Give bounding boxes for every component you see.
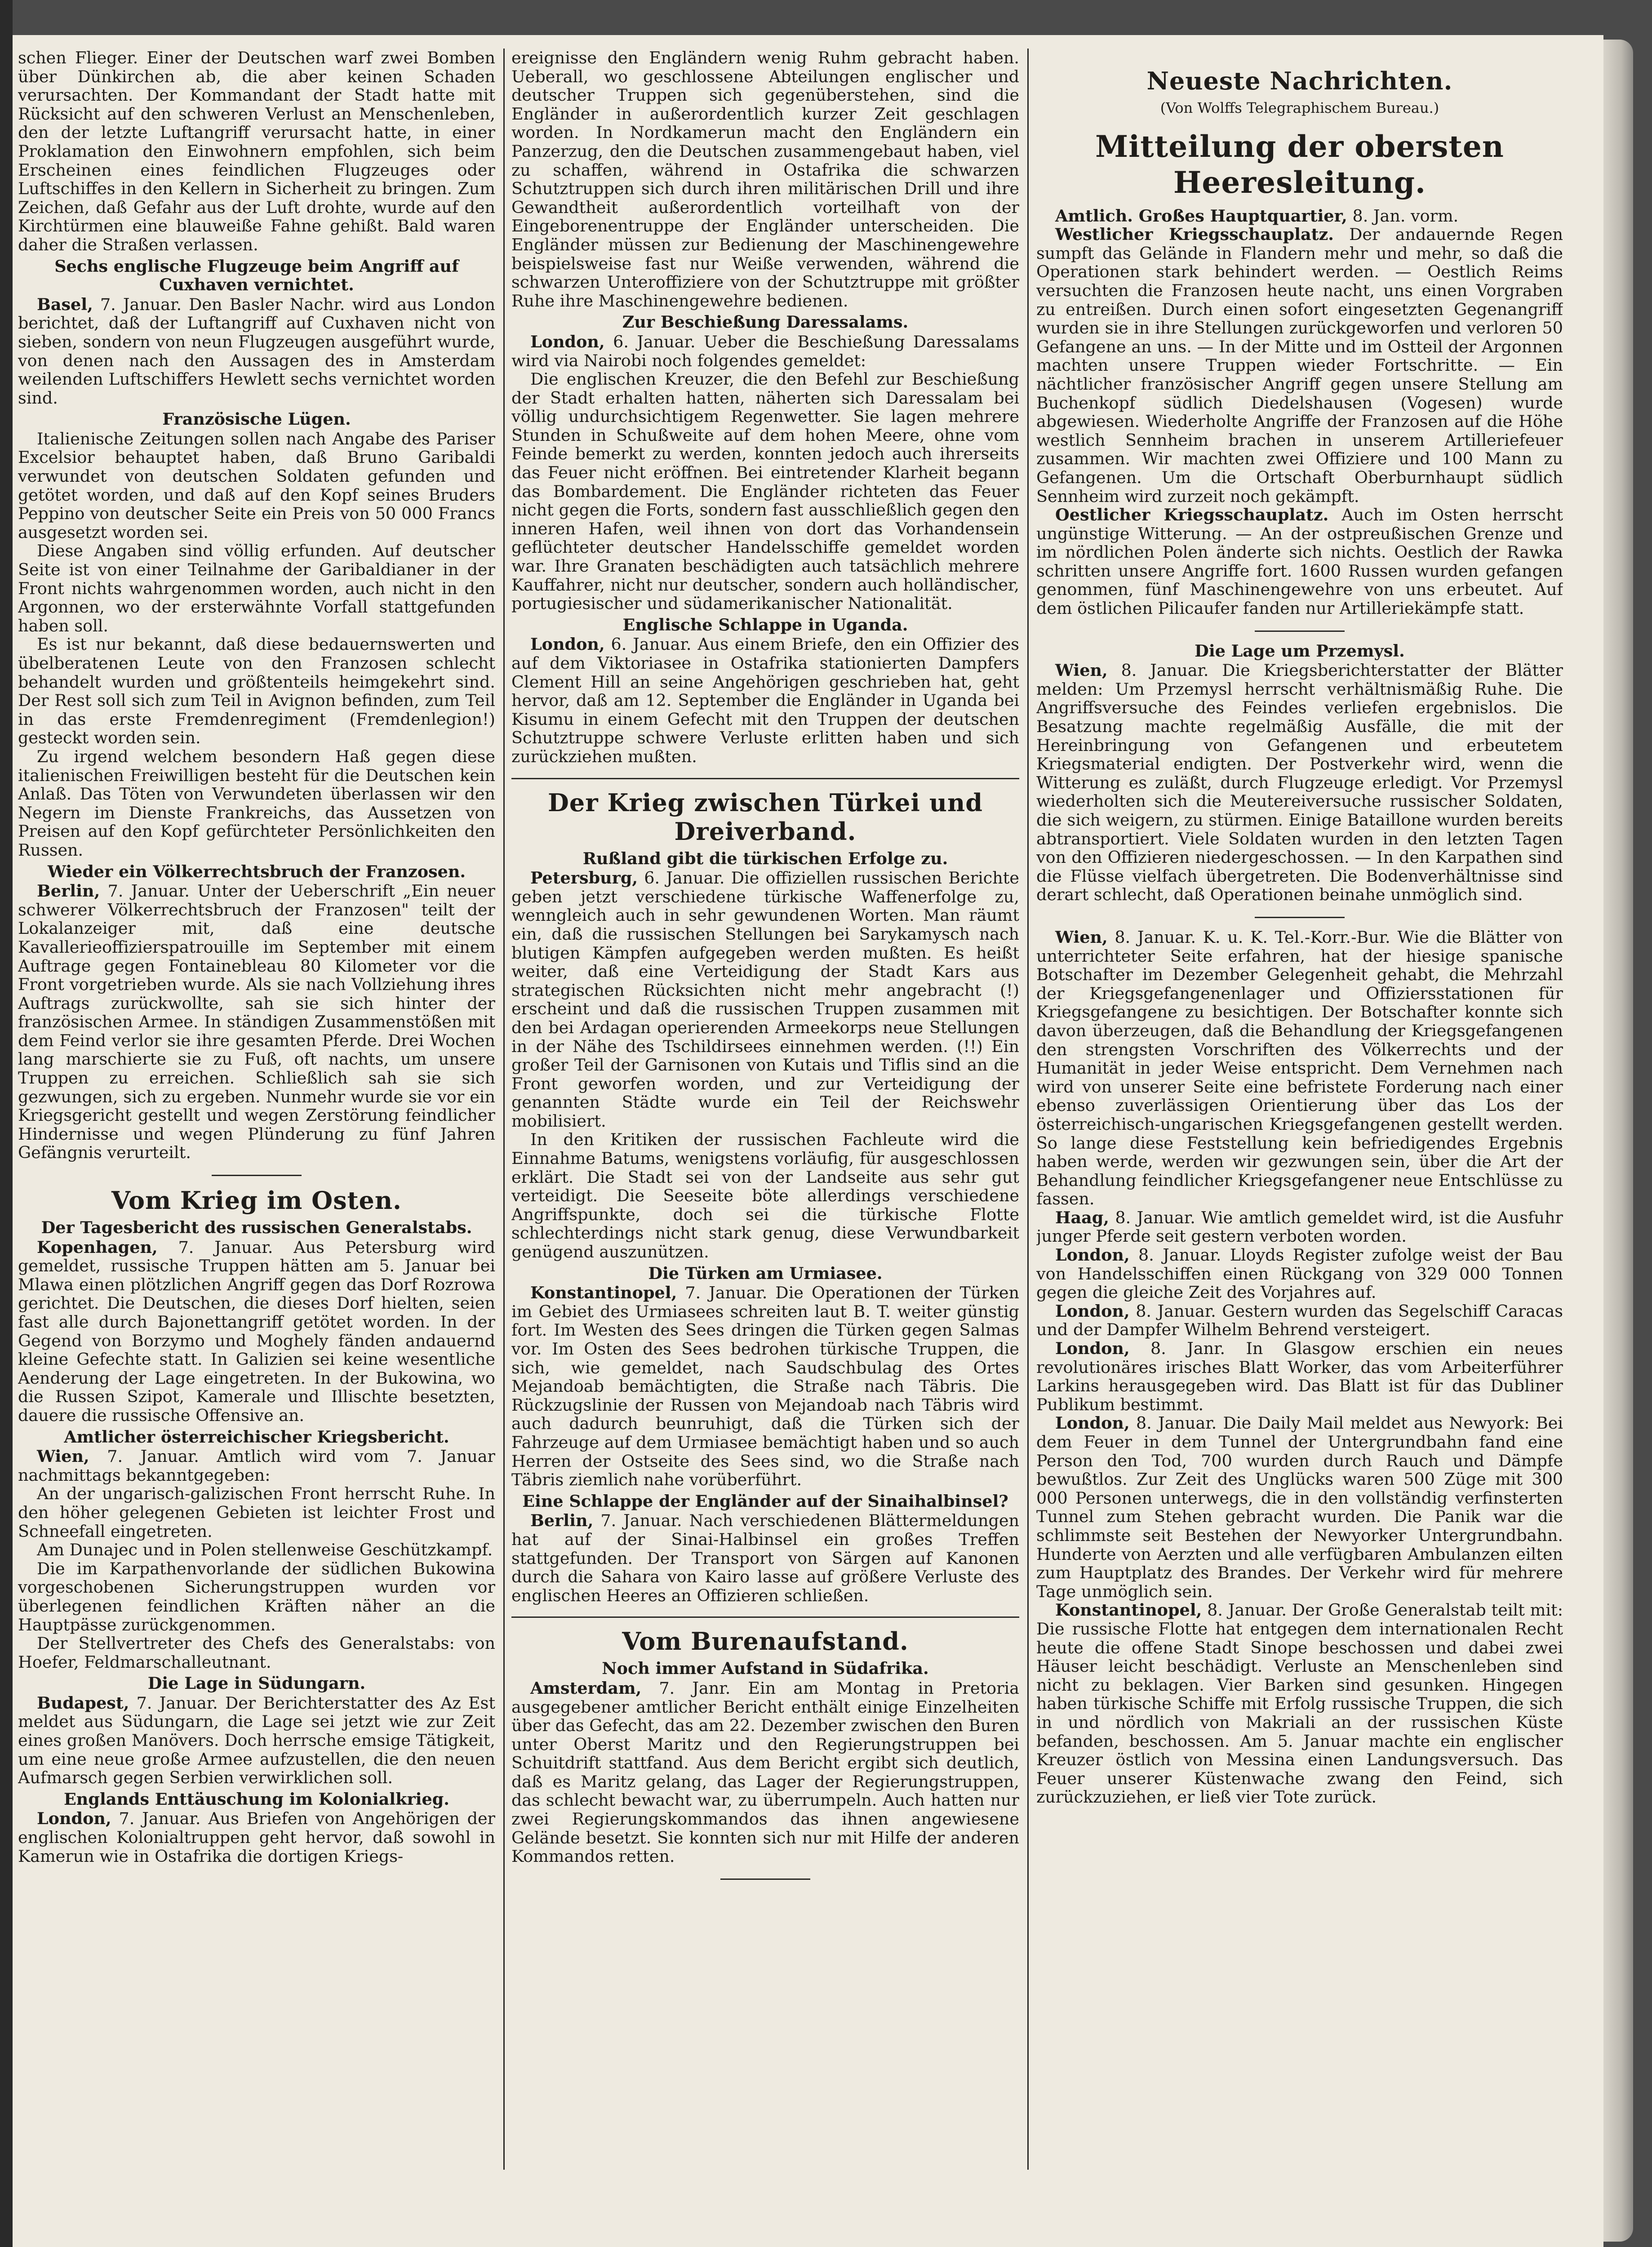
- article-heading: Rußland gibt die türkischen Erfolge zu.: [582, 848, 948, 868]
- article-heading: Die Türken am Urmiasee.: [648, 1263, 883, 1283]
- article-paragraph: Die im Karpathenvorlande der südlichen Bukowina vorgeschobenen Sicherungstruppen wurden vor überlegenen feindlichen Kräften näher an die Hauptpässe zurückgenommen.: [18, 1559, 495, 1634]
- dateline: London,: [1055, 1301, 1130, 1321]
- section-title: Mitteilung der obersten Heeresleitung.: [1095, 129, 1504, 200]
- article-paragraph: ereignisse den Engländern wenig Ruhm gebracht haben. Ueberall, wo geschlossene Abteilungen englischer und deutscher Truppen sich gegenüberstehen, sind die Engländer in außerordentlich kurzer Zeit geschlagen worden. In Nordkamerun macht den Engländern ein Panzerzug, den die Deutschen zusammengebaut haben, viel zu schaffen, während in Ostafrika die schwarzen Schutztruppen sich durch ihren militärischen Drill und ihre Gewandtheit außerordentlich vorteilhaft von der Eingeborenentruppe der Engländer unterscheiden. Die Engländer müssen zur Bedienung der Maschinengewehre beispielsweise fast nur Weiße verwenden, während die schwarzen Unteroffiziere von der Schutztruppe mit größter Ruhe ihre Maschinengewehre bedienen.: [511, 49, 1019, 311]
- article-text: 8. Januar. Die Daily Mail meldet aus Newyork: Bei dem Feuer in dem Tunnel der Untergrundbahn fand eine Person den Tod, 700 wurden durch Rauch und Dämpfe bewußtlos. Zur Zeit des Unglücks waren 500 Züge mit 300 000 Personen unterwegs, die in den vollständig verfinsterten Tunnel zum Stehen gebracht wurden. Die Panik war die schlimmste seit Bestehen der Newyorker Untergrundbahn. Hunderte von Aerzten und alle verfügbaren Ambulanzen eilten zum Hauptplatz des Brandes. Der Verkehr wird für mehrere Tage unmöglich sein.: [1036, 1413, 1563, 1601]
- column-1: [18, 49, 495, 1865]
- article-text: 7. Januar. Nach verschiedenen Blättermeldungen hat auf der Sinai-Halbinsel ein großes Treffen stattgefunden. Der Transport von Särgen auf Kanonen durch die Sahara von Kairo lasse auf größere Verluste des englischen Heeres an Offizieren schließen.: [511, 1511, 1019, 1605]
- article-paragraph: Der Stellvertreter des Chefs des Generalstabs: von Hoefer, Feldmarschalleutnant.: [18, 1634, 495, 1672]
- article-text: 7. Januar. Die Operationen der Türken im Gebiet des Urmiasees schreiten laut B. T. weiter günstig fort. Im Westen des Sees dringen die Türken gegen Salmas vor. Im Osten des Sees bedrohen türkische Truppen, die sich, wie gemeldet, nach Saudschbulag des Ortes Mejandoab bemächtigten, die Straße nach Täbris. Die Rückzugslinie der Russen von Mejandoab nach Täbris wird auch dadurch beunruhigt, daß die Türken sich der Fahrzeuge auf dem Urmiasee bemächtigt haben und so auch Herren der Ostseite des Sees sind, wo die Straße nach Täbris ziemlich nahe vorüberführt.: [511, 1283, 1019, 1490]
- dateline: London,: [1055, 1413, 1130, 1433]
- dateline: London,: [1055, 1339, 1130, 1359]
- section-divider: [1255, 917, 1345, 918]
- article-paragraph: [1036, 1246, 1563, 1302]
- article-text: 7. Januar. Unter der Ueberschrift „Ein neuer schwerer Völkerrechtsbruch der Franzosen" teilt der Lokalanzeiger mit, daß eine deutsche Kavallerieoffizierspatrouille im September mit einem Auftrage gegen Fontainebleau 80 Kilometer vor die Front vorgetrieben wurde. Als sie nach Vollziehung ihres Auftrags zurückwollte, sah sie sich hinter der französischen Armee. In ständigen Zusammenstößen mit dem Feind verlor sie ihre gesamten Pferde. Drei Wochen lang marschierte sie zu Fuß, oft nachts, um unsere Truppen zu erreichen. Schließlich sah sie sich gezwungen, sich zu ergeben. Nunmehr wurde sie vor ein Kriegsgericht gestellt und wegen Zerstörung feindlicher Hindernisse und wegen Plünderung zu fünf Jahren Gefängnis verurteilt.: [18, 881, 495, 1163]
- article-text: 8. Januar. K. u. K. Tel.-Korr.-Bur. Wie die Blätter von unterrichteter Seite erfahren, hat der hiesige spanische Botschafter im Dezember Gelegenheit gehabt, die Mehrzahl der Kriegsgefangenenlager und Offiziersstationen für Kriegsgefangene zu besichtigen. Der Botschafter konnte sich davon überzeugen, daß die Behandlung der Kriegsgefangenen den strengsten Vorschriften des Völkerrechts und der Humanität in jeder Weise entspricht. Dem Vernehmen nach wird von unserer Seite eine befristete Forderung nach einer ebenso zuverlässigen Orientierung über das Los der österreichisch-ungarischen Kriegsgefangenen gestellt werden. So lange diese Feststellung kein befriedigendes Ergebnis haben werde, werden wir gezwungen sein, über die Art der Behandlung feindlicher Kriegsgefangener neue Entschlüsse zu fassen.: [1036, 927, 1563, 1209]
- article-paragraph: [18, 295, 495, 408]
- article-paragraph: Die englischen Kreuzer, die den Befehl zur Beschießung der Stadt erhalten hatten, näherten sich Daressalam bei völlig undurchsichtigem Regenwetter. Sie lagen mehrere Stunden in Schußweite auf dem hohen Meere, ohne vom Feinde bemerkt zu werden, konnten jedoch auch ihrerseits das Feuer nicht eröffnen. Bei eintretender Klarheit begann das Bombardement. Die Engländer richteten das Feuer nicht gegen die Forts, sondern fast ausschließlich gegen den inneren Hafen, weil ihnen von dort das Vorhandensein geflüchteter deutscher Handelsschiffe gemeldet worden war. Ihre Granaten beschädigten auch tatsächlich mehrere Kauffahrer, nicht nur deutscher, sondern auch holländischer, portugiesischer und südamerikanischer Nationalität.: [511, 369, 1019, 613]
- article-text: 7. Januar. Aus Petersburg wird gemeldet, russische Truppen hätten am 5. Januar bei Mlawa einen plötzlichen Angriff gegen das Dorf Rozrowa gerichtet. Die Deutschen, die dieses Dorf hielten, seien fast alle durch Bajonettangriff getötet worden. In der Gegend von Borzymo und Moghely fänden andauernd kleine Gefechte statt. In Galizien sei keine wesentliche Aenderung der Lage eingetreten. In der Bukowina, wo die Russen Szipot, Kamerale und Illischte besetzten, dauere die russische Offensive an.: [18, 1237, 495, 1425]
- article-text: 7. Janr. Ein am Montag in Pretoria ausgegebener amtlicher Bericht enthält einige Einzelheiten über das Gefecht, das am 22. Dezember zwischen den Buren unter Oberst Maritz und den Regierungstruppen bei Schuitdrift stattfand. Aus dem Bericht ergibt sich deutlich, daß es Maritz gelang, das Lager der Regierungstruppen, das schlecht bewacht war, zu überrumpeln. Auch hatten nur zwei Regierungskommandos das ihnen angewiesene Gelände besetzt. Sie konnten sich nur mit Hilfe der anderen Kommandos retten.: [511, 1678, 1019, 1866]
- article-text: 8. Jan. vorm.: [1347, 206, 1459, 226]
- article-lead: Westlicher Kriegsschauplatz.: [1055, 225, 1334, 244]
- section-divider: [1255, 631, 1345, 632]
- section-divider: [511, 778, 1019, 779]
- article-heading: Amtlicher österreichischer Kriegsbericht.: [64, 1427, 449, 1447]
- article-paragraph: [1036, 1208, 1563, 1246]
- article-paragraph: Diese Angaben sind völlig erfunden. Auf deutscher Seite ist von einer Teilnahme der Garibaldianer in der Front nichts wahrgenommen worden, auch nicht in den Argonnen, wo der ersterwähnte Vorfall stattgefunden haben soll.: [18, 541, 495, 635]
- dateline: London,: [37, 1809, 111, 1829]
- article-paragraph: An der ungarisch-galizischen Front herrscht Ruhe. In den höher gelegenen Gebieten ist leichter Frost und Schneefall eingetreten.: [18, 1484, 495, 1541]
- dateline: London,: [530, 332, 605, 351]
- article-paragraph: [1036, 207, 1563, 226]
- column-rule: [503, 49, 505, 2170]
- dateline: London,: [530, 635, 605, 654]
- article-text: 7. Januar. Amtlich wird vom 7. Januar nachmittags bekanntgegeben:: [18, 1447, 495, 1485]
- dateline: Basel,: [37, 294, 93, 314]
- article-text: 6. Januar. Die offiziellen russischen Berichte geben jetzt verschiedene türkische Waffenerfolge zu, wenngleich auch in sehr gewundenen Worten. Man räumt ein, daß die russischen Stellungen bei Sarykamysch nach blutigen Kämpfen aufgegeben werden mußten. Es heißt weiter, daß eine Verteidigung der Stadt Kars aus strategischen Rücksichten nicht mehr angebracht (!) erscheint und daß die russischen Truppen zusammen mit den bei Ardagan operierenden Armeekorps neue Stellungen in der Nähe des Tschildirsees einnehmen werden. (!!) Ein großer Teil der Garnisonen von Kutais und Tiflis sind an die Front geworfen worden, und zur Verteidigung der genannten Städte wurde ein Teil der Reichswehr mobilisiert.: [511, 868, 1019, 1131]
- article-text: 7. Januar. Aus Briefen von Angehörigen der englischen Kolonialtruppen geht hervor, daß sowohl in Kamerun wie in Ostafrika die dortigen Kriegs-: [18, 1809, 495, 1866]
- dateline: Petersburg,: [530, 868, 638, 888]
- article-paragraph: [1036, 928, 1563, 1208]
- page-fold: [1603, 40, 1633, 2242]
- dateline: London,: [1055, 1245, 1130, 1265]
- article-text: 8. Januar. Gestern wurden das Segelschiff Caracas und der Dampfer Wilhelm Behrend versteigert.: [1036, 1301, 1563, 1340]
- article-text: 7. Januar. Den Basler Nachr. wird aus London berichtet, daß der Luftangriff auf Cuxhaven nicht von sieben, sondern von neun Flugzeugen ausgeführt wurde, von denen nach den Aussagen des in Amsterdam weilenden Luftschiffers Hewlett sechs vernichtet worden sind.: [18, 294, 495, 408]
- article-paragraph: [18, 1809, 495, 1865]
- article-paragraph: [18, 1447, 495, 1484]
- article-text: 7. Januar. Der Berichterstatter des Az Est meldet aus Südungarn, die Lage sei jetzt wie zur Zeit eines großen Manövers. Doch herrsche emsige Tätigkeit, um eine neue große Armee aufzustellen, die den neuen Aufmarsch gegen Serbien verwirklichen soll.: [18, 1693, 495, 1788]
- article-paragraph: Italienische Zeitungen sollen nach Angabe des Pariser Excelsior behauptet haben, daß Bruno Garibaldi verwundet von deutschen Soldaten gefunden und getötet worden, und daß auf den Kopf seines Bruders Peppino von deutscher Seite ein Preis von 50 000 Francs ausgesetzt worden sei.: [18, 429, 495, 542]
- section-divider: [212, 1175, 302, 1176]
- section-divider: [720, 1878, 810, 1880]
- article-paragraph: [511, 1283, 1019, 1489]
- article-heading: Wieder ein Völkerrechtsbruch der Franzosen.: [47, 861, 466, 881]
- dateline: Berlin,: [530, 1511, 594, 1531]
- article-paragraph: [1036, 1302, 1563, 1339]
- article-heading: Die Lage um Przemysl.: [1195, 641, 1405, 661]
- article-text: Auch im Osten herrscht ungünstige Witterung. — An der ostpreußischen Grenze und im nördlichen Polen änderte sich nichts. Oestlich der Rawka schritten unsere Angriffe fort. 1600 Russen wurden gefangen genommen, fünf Maschinengewehre von uns erbeutet. Auf dem östlichen Pilicaufer fanden nur Artilleriekämpfe statt.: [1036, 505, 1563, 618]
- article-paragraph: [1036, 225, 1563, 506]
- scan-edge-left: [0, 0, 13, 2247]
- article-heading: Eine Schlappe der Engländer auf der Sinaihalbinsel?: [522, 1491, 1008, 1511]
- column-2: [511, 49, 1019, 1890]
- article-paragraph: Zu irgend welchem besondern Haß gegen diese italienischen Freiwilligen besteht für die Deutschen kein Anlaß. Das Töten von Verwundeten überlassen wir den Negern im Dienste Frankreichs, das Aussetzen von Preisen auf den Kopf gefürchteter Persönlichkeiten den Russen.: [18, 746, 495, 860]
- article-paragraph: [1036, 1414, 1563, 1601]
- section-source: (Von Wolffs Telegraphischem Bureau.): [1160, 99, 1439, 116]
- article-heading: Der Tagesbericht des russischen Generalstabs.: [41, 1218, 472, 1238]
- dateline: Konstantinopel,: [530, 1283, 677, 1303]
- article-paragraph: [1036, 661, 1563, 904]
- article-text: 6. Januar. Aus einem Briefe, den ein Offizier des auf dem Viktoriasee in Ostafrika stationierten Dampfers Clement Hill an seine Angehörigen geschrieben hat, geht hervor, daß am 12. September die Engländer in Uganda bei Kisumu in einem Gefecht mit den Truppen der deutschen Schutztruppe schwere Verluste erlitten haben und sich zurückziehen mußten.: [511, 635, 1019, 766]
- article-heading: Englische Schlappe in Uganda.: [622, 615, 908, 635]
- article-paragraph: schen Flieger. Einer der Deutschen warf zwei Bomben über Dünkirchen ab, die aber keinen Schaden verursachten. Der Kommandant der Stadt hatte mit Rücksicht auf den schweren Verlust an Menschenleben, den der letzte Luftangriff verursacht hatte, in einer Proklamation den Einwohnern empfohlen, sich beim Erscheinen eines feindlichen Flugzeuges oder Luftschiffes in den Kellern in Sicherheit zu bringen. Zum Zeichen, daß Gefahr aus der Luft drohte, wurde auf den Kirchtürmen eine blauweiße Fahne gehißt. Bald waren daher die Straßen verlassen.: [18, 49, 495, 254]
- article-paragraph: [18, 1694, 495, 1787]
- newspaper-page: [13, 35, 1603, 2247]
- section-title: Der Krieg zwischen Türkei und Dreiverband.: [548, 788, 983, 846]
- article-paragraph: In den Kritiken der russischen Fachleute wird die Einnahme Batums, wenigstens vorläufig, für ausgeschlossen erklärt. Die Stadt sei von der Landseite aus sehr gut verteidigt. Die Seeseite böte allerdings verschiedene Angriffspunkte, doch sei die türkische Flotte schlechterdings nicht stark genug, diese Verwundbarkeit genügend auszunützen.: [511, 1130, 1019, 1262]
- article-paragraph: [1036, 506, 1563, 618]
- dateline: Wien,: [37, 1447, 89, 1466]
- section-title: Neueste Nachrichten.: [1146, 67, 1453, 95]
- article-text: 8. Januar. Der Große Generalstab teilt mit: Die russische Flotte hat entgegen dem internationalen Recht heute die offene Stadt Sinope beschossen und dabei zwei Häuser leicht beschädigt. Verluste an Menschenleben sind nicht zu beklagen. Vier Barken sind gesunken. Hingegen haben türkische Schiffe mit Erfolg russische Truppen, die sich in und nördlich von Makriali an der russischen Küste befanden, beschossen. Am 5. Januar machte ein englischer Kreuzer östlich von Messina einen Landungsversuch. Das Feuer unserer Küstenwache zwang den Feind, sich zurückzuziehen, er ließ vier Tote zurück.: [1036, 1600, 1563, 1807]
- article-text: 8. Januar. Lloyds Register zufolge weist der Bau von Handelsschiffen einen Rückgang von 329 000 Tonnen gegen die gleiche Zeit des Vorjahres auf.: [1036, 1245, 1563, 1302]
- column-rule: [1027, 49, 1029, 2170]
- article-text: 8. Janr. In Glasgow erschien ein neues revolutionäres irisches Blatt Worker, das vom Arbeiterführer Larkins herausgegeben wird. Das Blatt ist für das Dubliner Publikum bestimmt.: [1036, 1339, 1563, 1414]
- article-heading: Die Lage in Südungarn.: [147, 1674, 366, 1693]
- section-title: Vom Krieg im Osten.: [111, 1186, 402, 1215]
- dateline: Wien,: [1055, 927, 1108, 947]
- article-paragraph: Am Dunajec und in Polen stellenweise Geschützkampf.: [37, 1540, 493, 1560]
- section-title: Vom Burenaufstand.: [622, 1627, 909, 1656]
- article-text: 8. Januar. Wie amtlich gemeldet wird, ist die Ausfuhr junger Pferde seit gestern verboten worden.: [1036, 1208, 1563, 1246]
- article-heading: Noch immer Aufstand in Südafrika.: [602, 1659, 929, 1679]
- article-heading: Sechs englische Flugzeuge beim Angriff auf Cuxhaven vernichtet.: [54, 256, 459, 295]
- column-3: [1036, 49, 1563, 1807]
- section-divider: [511, 1616, 1019, 1618]
- dateline: Amtlich. Großes Hauptquartier,: [1055, 206, 1347, 226]
- article-paragraph: [511, 635, 1019, 766]
- dateline: Wien,: [1055, 661, 1108, 680]
- article-paragraph: [18, 1238, 495, 1425]
- dateline: Haag,: [1055, 1208, 1110, 1227]
- dateline: Berlin,: [37, 881, 100, 901]
- article-paragraph: [511, 869, 1019, 1130]
- article-paragraph: [18, 882, 495, 1162]
- article-heading: Französische Lügen.: [162, 409, 351, 429]
- article-heading: Englands Enttäuschung im Kolonialkrieg.: [63, 1789, 450, 1809]
- article-paragraph: [511, 333, 1019, 370]
- article-text: 8. Januar. Die Kriegsberichterstatter der Blätter melden: Um Przemysl herrscht verhältnismäßig Ruhe. Die Angriffsversuche des Feindes verliefen ergebnislos. Die Besatzung machte regelmäßig Ausfälle, die mit der Hereinbringung von Gefangenen und erbeutetem Kriegsmaterial endigten. Der Postverkehr wird, wenn die Witterung es zuläßt, durch Flugzeuge erledigt. Vor Przemysl wiederholten sich die Meutereiversuche russischer Soldaten, die sich weigern, zu stürmen. Einige Bataillone wurden bereits abtransportiert. Viele Soldaten wurden in den letzten Tagen von den Offizieren niedergeschossen. — In den Karpathen sind die Flüsse vielfach übergetreten. Die Bodenverhältnisse sind derart schlecht, daß Operationen beinahe unmöglich sind.: [1036, 661, 1563, 905]
- article-paragraph: [1036, 1601, 1563, 1807]
- dateline: Amsterdam,: [530, 1678, 642, 1698]
- article-lead: Oestlicher Kriegsschauplatz.: [1055, 505, 1329, 525]
- article-heading: Zur Beschießung Daressalams.: [622, 312, 909, 332]
- article-paragraph: [1036, 1339, 1563, 1414]
- article-paragraph: [511, 1679, 1019, 1866]
- dateline: Konstantinopel,: [1055, 1600, 1202, 1620]
- dateline: Kopenhagen,: [37, 1237, 158, 1257]
- dateline: Budapest,: [37, 1693, 129, 1713]
- article-paragraph: [511, 1511, 1019, 1605]
- article-text: 6. Januar. Ueber die Beschießung Daressalams wird via Nairobi noch folgendes gemeldet:: [511, 332, 1019, 370]
- article-paragraph: Es ist nur bekannt, daß diese bedauernswerten und übelberatenen Leute von den Franzosen schlecht behandelt wurden und größtenteils heimgekehrt sind. Der Rest soll sich zum Teil in Avignon befinden, zum Teil in das erste Fremdenregiment (Fremdenlegion!) gesteckt worden sein.: [18, 635, 495, 748]
- article-text: Der andauernde Regen sumpft das Gelände in Flandern mehr und mehr, so daß die Operationen stark behindert werden. — Oestlich Reims versuchten die Franzosen heute nacht, uns einen Vorgraben zu entreißen. Durch einen sofort eingesetzten Gegenangriff wurden sie in ihre Stellungen zurückgeworfen und verloren 50 Gefangene an uns. — In der Mitte und im Ostteil der Argonnen machten unsere Truppen wieder Fortschritte. — Ein nächtlicher französischer Angriff gegen unsere Stellung am Buchenkopf südlich Diedelshausen (Vogesen) wurde abgewiesen. Wiederholte Angriffe der Franzosen auf die Höhe westlich Sennheim brachen in unserem Artilleriefeuer zusammen. Wir machten zwei Offiziere und 100 Mann zu Gefangenen. Um die Ortschaft Oberburnhaupt südlich Sennheim wird zurzeit noch gekämpft.: [1036, 225, 1563, 506]
